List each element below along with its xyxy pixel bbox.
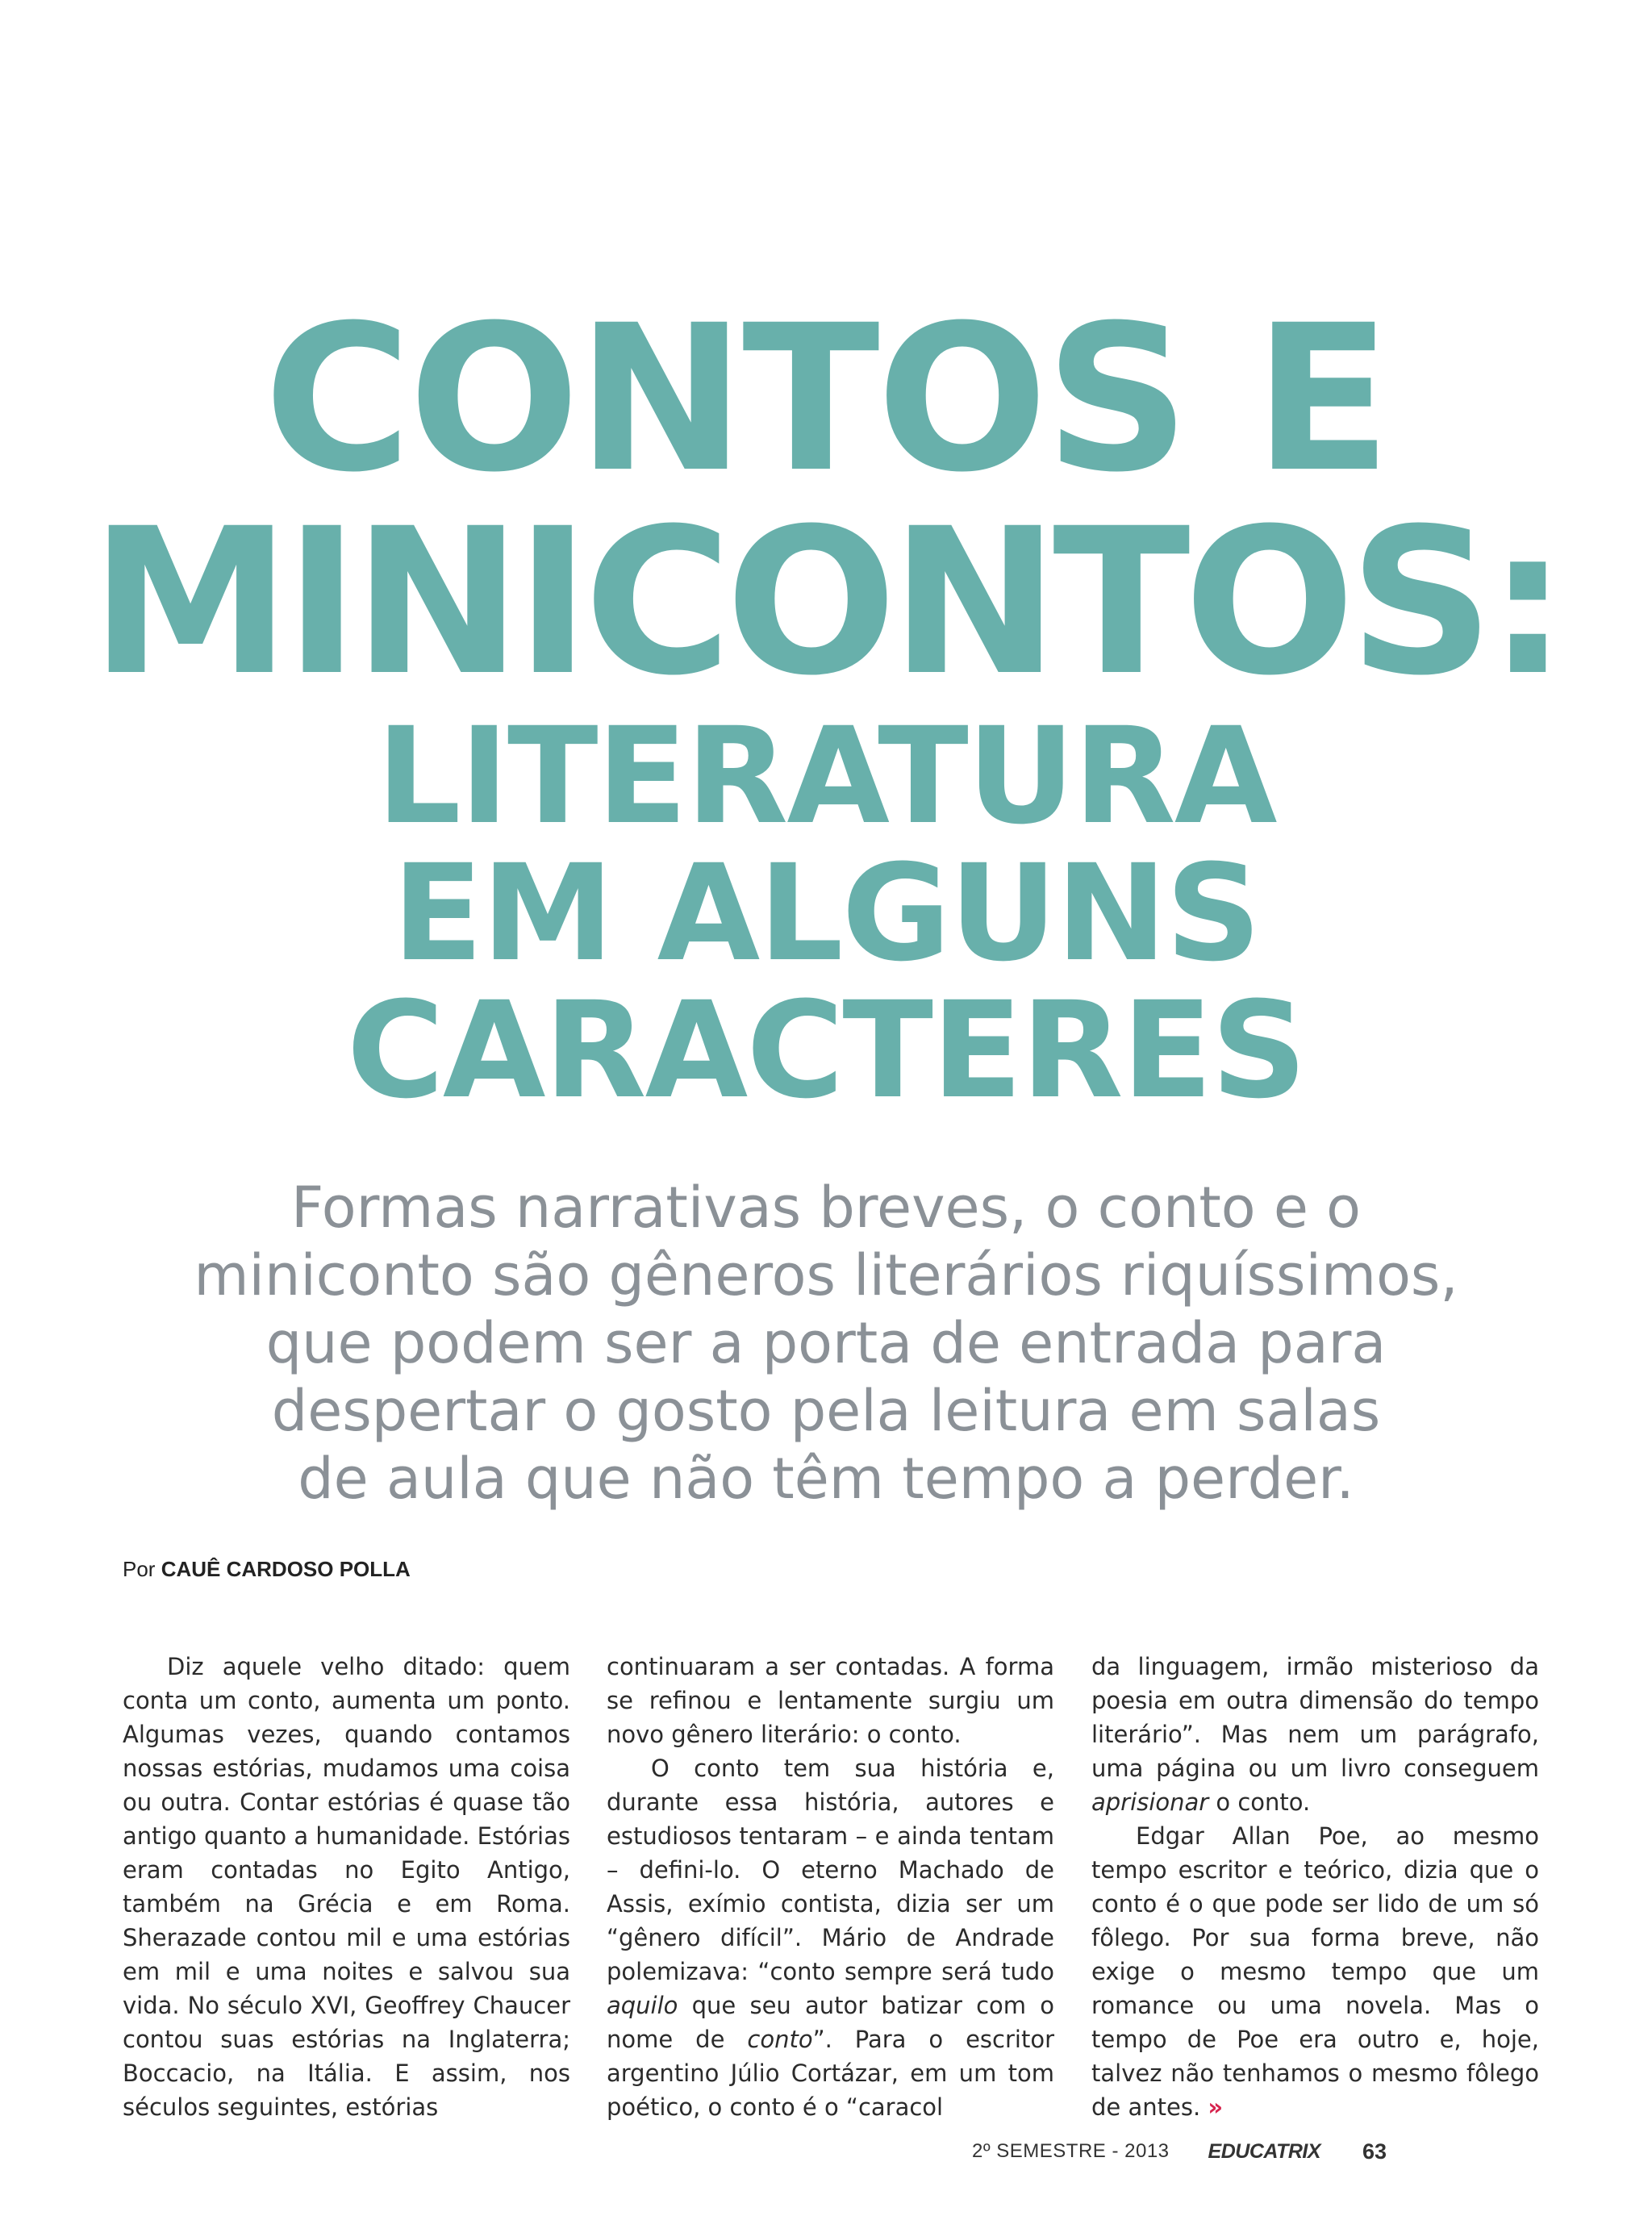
subtitle-line-1: LITERATURA (376, 699, 1276, 853)
body-column-2 (607, 1650, 1054, 2124)
title-line-2: MINICONTOS: (90, 485, 1562, 720)
body-text: ”. Para o escritor argentino Júlio Cortázar, em um tom poético, o conto é o “caracol (607, 2026, 1055, 2121)
body-paragraph (607, 1751, 1054, 2124)
end-of-article-icon: » (1208, 2093, 1224, 2121)
page-number: 63 (1362, 2139, 1387, 2164)
byline-author: CAUÊ CARDOSO POLLA (161, 1557, 411, 1581)
standfirst-line: despertar o gosto pela leitura em salas (271, 1378, 1381, 1444)
body-paragraph-continued: continuaram a ser contadas. A forma se refinou e lentamente surgiu um novo gênero literário: o conto. (607, 1653, 1054, 1748)
title-line-1: CONTOS E (263, 282, 1389, 516)
footer-semester: 2º SEMESTRE - 2013 (972, 2140, 1170, 2162)
byline (123, 1557, 411, 1582)
page-footer (972, 2138, 1387, 2165)
body-paragraph-continued (1091, 1650, 1539, 1819)
standfirst (0, 1174, 1652, 1513)
subtitle-line-2: EM ALGUNS (392, 836, 1260, 991)
footer-brand-logo: EDUCATRIX (1208, 2139, 1321, 2163)
standfirst-line: que podem ser a porta de entrada para (265, 1310, 1387, 1376)
body-paragraph: Diz aquele velho ditado: quem conta um conto, aumenta um ponto. Algumas vezes, quando contamos nossas estórias, mudamos uma coisa ou outra. Contar estórias é quase tão antigo quanto a humanidade. Estórias eram contadas no Egito Antigo, também na Grécia e em Roma. Sherazade contou mil e uma estórias em mil e uma noites e salvou sua vida. No século XVI, Geoffrey Chaucer contou suas estórias na Inglaterra; Boccacio, na Itália. E assim, nos séculos seguintes, estórias (123, 1653, 570, 2121)
standfirst-line: Formas narrativas breves, o conto e o (290, 1175, 1361, 1241)
body-column-1 (123, 1650, 570, 2124)
byline-prefix: Por (123, 1557, 156, 1581)
body-paragraph (1091, 1819, 1539, 2124)
body-text: O conto tem sua história e, durante essa história, autores e estudiosos tentaram – e ainda tentam – defini-lo. O eterno Machado de Assis, exímio contista, dizia ser um “gênero difícil”. Mário de Andrade polemizava: “conto sempre será tudo (607, 1755, 1054, 1985)
body-text: o conto. (1208, 1788, 1311, 1816)
emphasis-text: conto (747, 2026, 813, 2053)
body-text: da linguagem, irmão misterioso da poesia em outra dimensão do tempo literário”. Mas nem um parágrafo, uma página ou um livro conseguem (1091, 1653, 1539, 1782)
standfirst-line: de aula que não têm tempo a perder. (298, 1446, 1354, 1512)
emphasis-text: aquilo (607, 1992, 678, 2019)
emphasis-text: aprisionar (1091, 1788, 1209, 1816)
standfirst-line: miniconto são gêneros literários riquíssimos, (194, 1242, 1458, 1308)
body-text: Edgar Allan Poe, ao mesmo tempo escritor e teórico, dizia que o conto é o que pode ser lido de um só fôlego. Por sua forma breve, não exige o mesmo tempo que um romance ou uma novela. Mas o tempo de Poe era outro e, hoje, talvez não tenhamos o mesmo fôlego de antes. (1091, 1822, 1539, 2121)
subtitle-line-3: CARACTERES (346, 973, 1306, 1128)
body-column-3 (1091, 1650, 1539, 2124)
body-text: que seu autor batizar com o nome de (607, 1992, 1054, 2053)
